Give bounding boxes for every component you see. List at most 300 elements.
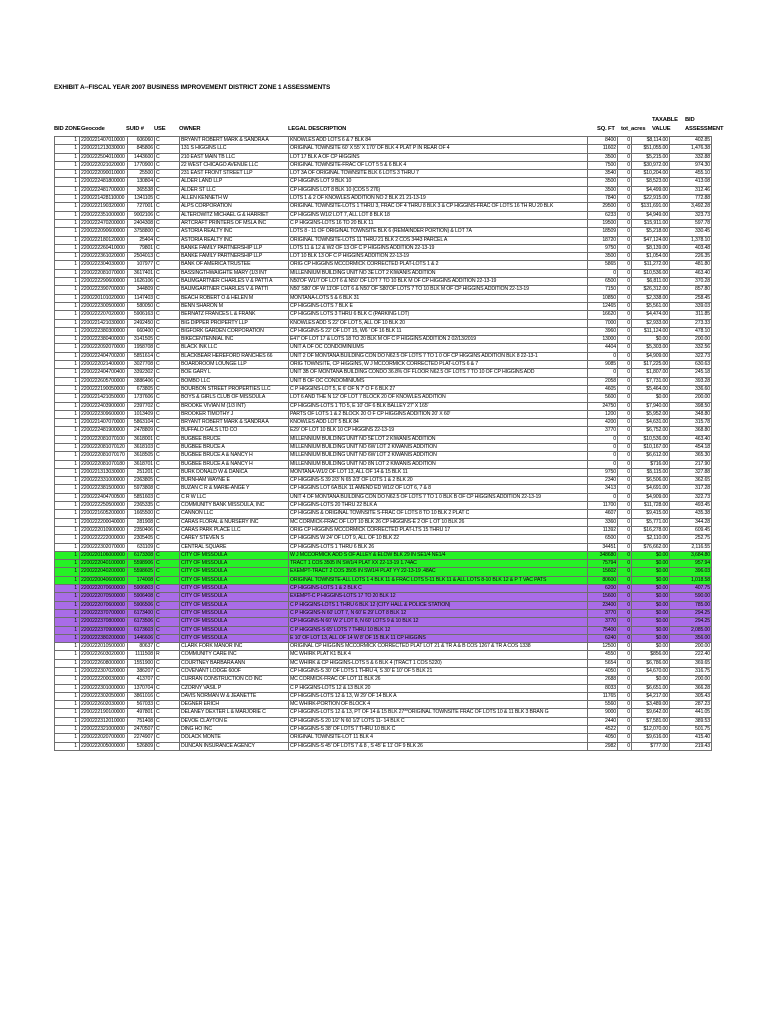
table-row	[55, 344, 712, 352]
cell-tot-acres: 0	[618, 609, 632, 617]
cell-taxable-value: $11,728.00	[632, 502, 670, 510]
cell-suid: 1665500	[128, 510, 155, 518]
cell-taxable-value: $22,915.00	[632, 195, 670, 203]
cell-legal-description: CP HIGGINS-LOTS 12 & 13, PT OF 14 & 15 BLK 27**ORIGINAL TOWNSITE FRAC OF LOTS 10 & 11 BLK 3 BRAN G	[289, 709, 588, 717]
cell-bid-assessment: 344.28	[670, 518, 712, 526]
table-row	[55, 319, 712, 327]
cell-legal-description: EXEMPT-TRACT 2 COS 3505 IN SW1/4 PLAT YY 22-13-19 .48AC	[289, 568, 588, 576]
cell-taxable-value: $0.00	[632, 634, 670, 642]
cell-use: C	[155, 161, 180, 169]
cell-taxable-value: $4,691.00	[632, 485, 670, 493]
cell-bid-zone: 1	[55, 261, 80, 269]
cell-bid-zone: 1	[55, 352, 80, 360]
cell-geocode: 2200220106000000	[80, 551, 128, 559]
cell-use: C	[155, 443, 180, 451]
cell-taxable-value: $4,909.00	[632, 493, 670, 501]
cell-sq-ft: 3770	[588, 609, 618, 617]
cell-taxable-value: $0.00	[632, 676, 670, 684]
cell-suid: 251201	[128, 468, 155, 476]
cell-taxable-value: $1,054.00	[632, 253, 670, 261]
cell-sq-ft: 3770	[588, 618, 618, 626]
cell-taxable-value: $4,631.00	[632, 419, 670, 427]
cell-suid: 673805	[128, 385, 155, 393]
cell-legal-description: UNIT A OF OC CONDOMINIUMS	[289, 344, 588, 352]
cell-tot-acres: 0	[618, 643, 632, 651]
table-row	[55, 419, 712, 427]
cell-bid-zone: 1	[55, 668, 80, 676]
cell-bid-assessment: 396.03	[670, 568, 712, 576]
cell-tot-acres: 0	[618, 352, 632, 360]
cell-sq-ft: 0	[588, 443, 618, 451]
cell-sq-ft: 0	[588, 452, 618, 460]
cell-geocode: 2200221313030000	[80, 468, 128, 476]
cell-bid-zone: 1	[55, 477, 80, 485]
cell-owner: BUGBEE BRUCE A	[180, 443, 289, 451]
cell-tot-acres: 0	[618, 692, 632, 700]
cell-bid-zone: 1	[55, 427, 80, 435]
cell-bid-assessment: 330.45	[670, 228, 712, 236]
cell-geocode: 2200222603020000	[80, 651, 128, 659]
cell-sq-ft: 11392	[588, 526, 618, 534]
cell-taxable-value: $12,070.00	[632, 726, 670, 734]
cell-bid-zone: 1	[55, 742, 80, 750]
cell-legal-description: CP HIGGINS LOT 6A BLK 11 AMEND ED W1/2 OF LOT 6, 7 & 8	[289, 485, 588, 493]
cell-owner: ARTCRAFT PRINTERS OF MSLA INC	[180, 219, 289, 227]
cell-geocode: 2200222290600000	[80, 278, 128, 286]
cell-legal-description: ORIGINAL TOWNSITE 60' X 55' X 170' OF BLK 4 PLAT P IN REAR OF 4	[289, 145, 588, 153]
cell-sq-ft: 9085	[588, 361, 618, 369]
cell-legal-description: MC WHIRK-PORTION OF BLOCK 4	[289, 701, 588, 709]
cell-tot-acres: 0	[618, 477, 632, 485]
cell-taxable-value: $0.00	[632, 643, 670, 651]
cell-sq-ft: 4607	[588, 510, 618, 518]
cell-taxable-value: $5,952.00	[632, 410, 670, 418]
cell-legal-description: PARTS OF LOTS 1 & 2 BLOCK 20 O F CP HIGGINS ADDITION 20' X 60'	[289, 410, 588, 418]
cell-bid-assessment: 435.38	[670, 510, 712, 518]
cell-geocode: 2200221407070000	[80, 419, 128, 427]
cell-owner: CITY OF MISSOULA	[180, 609, 289, 617]
cell-tot-acres: 0	[618, 394, 632, 402]
cell-use: C	[155, 294, 180, 302]
cell-use: C	[155, 261, 180, 269]
cell-taxable-value: $5,464.00	[632, 385, 670, 393]
table-row	[55, 410, 712, 418]
cell-tot-acres: 0	[618, 560, 632, 568]
cell-bid-assessment: 413.08	[670, 178, 712, 186]
cell-use: C	[155, 726, 180, 734]
cell-tot-acres: 0	[618, 278, 632, 286]
cell-sq-ft: 2688	[588, 676, 618, 684]
table-row	[55, 709, 712, 717]
document-title: EXHIBIT A--FISCAL YEAR 2007 BUSINESS IMPROVEMENT DISTRICT ZONE 1 ASSESSMENTS	[54, 84, 331, 91]
cell-bid-zone: 1	[55, 576, 80, 584]
cell-sq-ft: 15602	[588, 568, 618, 576]
cell-sq-ft: 3770	[588, 427, 618, 435]
cell-suid: 497801	[128, 709, 155, 717]
cell-tot-acres: 0	[618, 427, 632, 435]
cell-sq-ft: 2340	[588, 477, 618, 485]
cell-use: C	[155, 236, 180, 244]
cell-bid-zone: 1	[55, 219, 80, 227]
cell-bid-zone: 1	[55, 717, 80, 725]
cell-geocode: 2200222081070170	[80, 452, 128, 460]
cell-tot-acres: 0	[618, 618, 632, 626]
cell-tot-acres: 0	[618, 585, 632, 593]
cell-owner: BANK OF AMERICA TRUSTEE	[180, 261, 289, 269]
cell-sq-ft: 0	[588, 435, 618, 443]
cell-suid: 3861016	[128, 692, 155, 700]
cell-taxable-value: $9,616.00	[632, 734, 670, 742]
cell-sq-ft: 12500	[588, 643, 618, 651]
table-row	[55, 352, 712, 360]
cell-sq-ft: 18509	[588, 228, 618, 236]
cell-legal-description: CP HIGGINS LOTS 3 THRU 6 BLK C (PARKING LOT)	[289, 311, 588, 319]
cell-taxable-value: $7,940.00	[632, 402, 670, 410]
cell-legal-description: MILLENNIUM BUILDING UNIT NO 5E LOT 2 KIWANIS ADDITION	[289, 435, 588, 443]
cell-bid-zone: 1	[55, 684, 80, 692]
cell-suid: 79801	[128, 244, 155, 252]
cell-bid-zone: 1	[55, 137, 80, 145]
cell-tot-acres: 0	[618, 626, 632, 634]
cell-legal-description: N50' S80' OF W 11'OF LOT 6 & N50' OF S80'OF LOTS 7 TO 10 BLK M OF CP HIGGINS ADDITION 22-13-19	[289, 286, 588, 294]
table-row	[55, 161, 712, 169]
cell-suid: 727001	[128, 203, 155, 211]
cell-tot-acres: 0	[618, 410, 632, 418]
cell-owner: DUNCAN INSURANCE AGENCY	[180, 742, 289, 750]
cell-sq-ft: 4522	[588, 726, 618, 734]
table-row	[55, 742, 712, 750]
cell-suid: 3886406	[128, 377, 155, 385]
cell-owner: CANNON LLC	[180, 510, 289, 518]
cell-geocode: 2200222200040000	[80, 518, 128, 526]
cell-bid-assessment: 316.75	[670, 668, 712, 676]
cell-owner: CITY OF MISSOULA	[180, 576, 289, 584]
cell-sq-ft: 23400	[588, 601, 618, 609]
cell-legal-description: CP HIGGINS-S 30' OF LOTS 1 THRU 4, S 30' E 10' OF 5 BLK 21	[289, 668, 588, 676]
cell-bid-assessment: 957.94	[670, 560, 712, 568]
cell-use: C	[155, 211, 180, 219]
cell-taxable-value: $6,811.00	[632, 278, 670, 286]
cell-legal-description: UNIT B OF OC CONDOMINIUMS	[289, 377, 588, 385]
cell-use: C	[155, 526, 180, 534]
cell-geocode: 2200222361020000	[80, 253, 128, 261]
cell-suid: 5851603	[128, 493, 155, 501]
cell-geocode: 2200222005000000	[80, 742, 128, 750]
cell-bid-assessment: 200.00	[670, 394, 712, 402]
cell-legal-description: LOT 6 AND THE N 12' OF LOT 7 BLOCK 20 OF KNOWLES ADDITION	[289, 394, 588, 402]
cell-geocode: 2200222300500000	[80, 302, 128, 310]
cell-taxable-value: $0.00	[632, 626, 670, 634]
cell-use: C	[155, 518, 180, 526]
cell-use: C	[155, 659, 180, 667]
cell-bid-zone: 1	[55, 510, 80, 518]
cell-bid-zone: 1	[55, 419, 80, 427]
header-taxable-value: TAXABLE VALUE	[652, 117, 678, 132]
cell-tot-acres: 0	[618, 269, 632, 277]
cell-bid-assessment: 362.65	[670, 477, 712, 485]
cell-tot-acres: 0	[618, 402, 632, 410]
table-row	[55, 311, 712, 319]
cell-tot-acres: 0	[618, 651, 632, 659]
cell-sq-ft: 9750	[588, 244, 618, 252]
cell-owner: COMMUNITY BANK MISSOULA, INC	[180, 502, 289, 510]
table-row	[55, 211, 712, 219]
cell-owner: BANKE FAMILY PARTNERSHIP LLP	[180, 244, 289, 252]
cell-legal-description: CP HIGGINS-S 38' OF LOTS 7 THRU 10 BLK C	[289, 726, 588, 734]
cell-legal-description: E29' OF LOT 10 BLK 10 CP HIGGINS 22-13-19	[289, 427, 588, 435]
cell-taxable-value: $0.00	[632, 593, 670, 601]
cell-legal-description: CP HIGGINS-LOTS 7 BLK E	[289, 302, 588, 310]
cell-sq-ft: 9750	[588, 468, 618, 476]
cell-bid-assessment: 590.00	[670, 593, 712, 601]
cell-bid-assessment: 322.73	[670, 352, 712, 360]
cell-geocode: 2200222404700500	[80, 493, 128, 501]
cell-use: C	[155, 593, 180, 601]
cell-bid-zone: 1	[55, 145, 80, 153]
cell-sq-ft: 11700	[588, 502, 618, 510]
cell-geocode: 2200222040200000	[80, 568, 128, 576]
cell-bid-assessment: 441.05	[670, 709, 712, 717]
cell-bid-assessment: 455.10	[670, 170, 712, 178]
cell-owner: ASTORIA REALTY INC	[180, 228, 289, 236]
header-owner: OWNER	[179, 126, 201, 132]
cell-use: C	[155, 369, 180, 377]
cell-taxable-value: $15,911.00	[632, 219, 670, 227]
cell-owner: BENN SHARON M	[180, 302, 289, 310]
table-row	[55, 253, 712, 261]
cell-use: C	[155, 560, 180, 568]
cell-geocode: 2200222504010000	[80, 153, 128, 161]
cell-suid: 5906163	[128, 311, 155, 319]
cell-legal-description: CP HIGGINS-LOTS 20 THRU 22 BLK A	[289, 502, 588, 510]
cell-sq-ft: 348680	[588, 551, 618, 559]
table-row	[55, 510, 712, 518]
cell-bid-zone: 1	[55, 161, 80, 169]
cell-tot-acres: 0	[618, 742, 632, 750]
cell-taxable-value: $10,204.00	[632, 170, 670, 178]
cell-legal-description: CP HIGGINS-S 20 1/2' N 60 1/2' LOTS 11- 14 BLK C	[289, 717, 588, 725]
cell-sq-ft: 3500	[588, 153, 618, 161]
cell-use: C	[155, 601, 180, 609]
cell-taxable-value: $2,110.00	[632, 535, 670, 543]
cell-bid-assessment: 245.18	[670, 369, 712, 377]
cell-owner: BRYANT ROBERT MARK & SANDRA A	[180, 419, 289, 427]
cell-owner: 210 EAST MAIN TB LLC	[180, 153, 289, 161]
cell-tot-acres: 0	[618, 336, 632, 344]
cell-sq-ft: 3960	[588, 327, 618, 335]
cell-use: C	[155, 468, 180, 476]
cell-taxable-value: $17,225.00	[632, 361, 670, 369]
cell-use: C	[155, 228, 180, 236]
cell-suid: 365538	[128, 186, 155, 194]
table-row	[55, 302, 712, 310]
cell-owner: DAVIS NORMAN W & JEANETTE	[180, 692, 289, 700]
cell-suid: 660400	[128, 327, 155, 335]
cell-bid-zone: 1	[55, 211, 80, 219]
cell-tot-acres: 0	[618, 726, 632, 734]
cell-use: C	[155, 477, 180, 485]
cell-legal-description: CP HIGGINS-LOTS 1 & 2 BLK C	[289, 585, 588, 593]
cell-suid: 3758800	[128, 228, 155, 236]
cell-legal-description: CP HIGGINS-LOTS 12 & 13, W 29' OF 14 BLK A	[289, 692, 588, 700]
cell-suid: 567033	[128, 701, 155, 709]
cell-geocode: 2200221421050000	[80, 394, 128, 402]
cell-bid-zone: 1	[55, 659, 80, 667]
cell-sq-ft: 2982	[588, 742, 618, 750]
cell-geocode: 2200222370900000	[80, 626, 128, 634]
cell-bid-assessment: 1,378.10	[670, 236, 712, 244]
cell-suid: 386207	[128, 668, 155, 676]
table-row	[55, 145, 712, 153]
cell-legal-description: C P HIGGINS-LOTS 16 TO 20 BLK 11	[289, 219, 588, 227]
cell-geocode: 2200222380300000	[80, 327, 128, 335]
cell-sq-ft: 3360	[588, 518, 618, 526]
cell-bid-zone: 1	[55, 452, 80, 460]
table-row	[55, 369, 712, 377]
cell-owner: 131 S HIGGINS LLC	[180, 145, 289, 153]
cell-use: C	[155, 170, 180, 178]
table-row	[55, 585, 712, 593]
header-sq-ft: SQ. FT	[597, 126, 615, 132]
cell-use: C	[155, 576, 180, 584]
cell-sq-ft: 13000	[588, 336, 618, 344]
cell-geocode: 2200222190100000	[80, 709, 128, 717]
cell-legal-description: UNIT 2 OF MONTANA BUILDING CON DO N62.5 OF LOTS 7 TO 1 0 OF CP HIGGINS ADDITION BLK 8 22-13-1	[289, 352, 588, 360]
cell-tot-acres: 0	[618, 543, 632, 551]
cell-bid-zone: 1	[55, 535, 80, 543]
cell-bid-zone: 1	[55, 377, 80, 385]
cell-taxable-value: $47,124.00	[632, 236, 670, 244]
cell-bid-zone: 1	[55, 435, 80, 443]
cell-taxable-value: $4,217.00	[632, 692, 670, 700]
cell-bid-assessment: 287.23	[670, 701, 712, 709]
cell-use: C	[155, 410, 180, 418]
cell-legal-description: EXEMPT-C P HIGGINS-LOTS 17 TO 20 BLK 12	[289, 593, 588, 601]
cell-suid: 9002106	[128, 211, 155, 219]
cell-taxable-value: $4,909.00	[632, 352, 670, 360]
cell-tot-acres: 0	[618, 593, 632, 601]
cell-sq-ft: 19500	[588, 219, 618, 227]
cell-taxable-value: $7,581.00	[632, 717, 670, 725]
cell-bid-zone: 1	[55, 493, 80, 501]
table-row	[55, 659, 712, 667]
cell-use: C	[155, 195, 180, 203]
cell-geocode: 2200222070500000	[80, 593, 128, 601]
header-tot-acres: tot_acres	[621, 126, 646, 132]
cell-taxable-value: $76,662.00	[632, 543, 670, 551]
cell-bid-zone: 1	[55, 560, 80, 568]
cell-owner: COMMUNITY CARE INC	[180, 651, 289, 659]
cell-tot-acres: 0	[618, 518, 632, 526]
cell-tot-acres: 0	[618, 717, 632, 725]
cell-taxable-value: $856.00	[632, 651, 670, 659]
cell-bid-zone: 1	[55, 244, 80, 252]
cell-suid: 5973808	[128, 485, 155, 493]
cell-sq-ft: 34451	[588, 543, 618, 551]
cell-bid-assessment: 348.80	[670, 410, 712, 418]
cell-legal-description: E 10' OF LOT 13, ALL OF 14 W 8' OF 15 BLK 11 CP HIGGINS	[289, 634, 588, 642]
cell-bid-zone: 1	[55, 153, 80, 161]
cell-suid: 1737606	[128, 394, 155, 402]
table-row	[55, 676, 712, 684]
cell-tot-acres: 0	[618, 510, 632, 518]
table-row	[55, 178, 712, 186]
cell-tot-acres: 0	[618, 684, 632, 692]
cell-sq-ft: 75794	[588, 560, 618, 568]
table-row	[55, 236, 712, 244]
cell-owner: BEACH ROBERT O & HELEN M	[180, 294, 289, 302]
cell-suid: 1958708	[128, 344, 155, 352]
cell-sq-ft: 16620	[588, 311, 618, 319]
cell-use: C	[155, 419, 180, 427]
cell-geocode: 2200222403900000	[80, 402, 128, 410]
cell-geocode: 2200222090600000	[80, 228, 128, 236]
cell-use: C	[155, 709, 180, 717]
cell-sq-ft: 4605	[588, 385, 618, 393]
cell-tot-acres: 0	[618, 311, 632, 319]
cell-owner: BASSINGTHWAIGHTE MARY (1/3 INT	[180, 269, 289, 277]
cell-bid-assessment: 463.40	[670, 435, 712, 443]
cell-taxable-value: $6,651.00	[632, 684, 670, 692]
cell-geocode: 2200222040100000	[80, 560, 128, 568]
cell-geocode: 2200222481800000	[80, 178, 128, 186]
cell-owner: BLACKBEAR HEREFORD RANCHES 66	[180, 352, 289, 360]
cell-owner: BUGBEE BRUCE A & NANCY H	[180, 452, 289, 460]
cell-bid-assessment: 365.30	[670, 452, 712, 460]
cell-geocode: 2200222010500000	[80, 643, 128, 651]
cell-sq-ft: 7000	[588, 319, 618, 327]
table-row	[55, 385, 712, 393]
cell-suid: 1013409	[128, 410, 155, 418]
cell-tot-acres: 0	[618, 211, 632, 219]
cell-sq-ft: 3500	[588, 186, 618, 194]
cell-sq-ft: 3540	[588, 170, 618, 178]
cell-suid: 2305405	[128, 535, 155, 543]
cell-owner: BURK DONALD W & DANICA	[180, 468, 289, 476]
table-row	[55, 261, 712, 269]
cell-owner: DEGNER ERICH	[180, 701, 289, 709]
cell-bid-assessment: 322.73	[670, 493, 712, 501]
cell-legal-description: MILLENNIUM BUILDING UNIT NO 8N LOT 2 KIWANIS ADDITION	[289, 460, 588, 468]
cell-sq-ft: 6233	[588, 211, 618, 219]
cell-bid-assessment: 493.45	[670, 502, 712, 510]
cell-use: C	[155, 286, 180, 294]
cell-owner: 231 EAST FRONT STREET LLP	[180, 170, 289, 178]
cell-bid-zone: 1	[55, 634, 80, 642]
cell-bid-assessment: 368.80	[670, 427, 712, 435]
cell-geocode: 2200222302070000	[80, 543, 128, 551]
cell-legal-description: MC CORMICK-FRAC OF LOT 11 BLK 26	[289, 676, 588, 684]
table-row	[55, 634, 712, 642]
cell-legal-description: KNOWLES ADD LOTS 6 & 7 BLK 84	[289, 137, 588, 145]
cell-taxable-value: $9,642.00	[632, 709, 670, 717]
cell-bid-zone: 1	[55, 609, 80, 617]
cell-use: C	[155, 485, 180, 493]
cell-suid: 130804	[128, 178, 155, 186]
cell-geocode: 2200222608000000	[80, 659, 128, 667]
cell-geocode: 2200222070600000	[80, 585, 128, 593]
cell-tot-acres: 0	[618, 385, 632, 393]
cell-geocode: 2200222380200000	[80, 634, 128, 642]
cell-legal-description: N50'OF W1/7 OF LOT 6 & N50' OF LOT 7 TO 10 BLK M OF CP HIGGINS ADDITION 22-13-19	[289, 278, 588, 286]
cell-bid-assessment: 597.78	[670, 219, 712, 227]
cell-suid: 6173308	[128, 551, 155, 559]
cell-taxable-value: $0.00	[632, 560, 670, 568]
cell-owner: BURNHAM WAYNE E	[180, 477, 289, 485]
cell-sq-ft: 6200	[588, 585, 618, 593]
cell-use: C	[155, 551, 180, 559]
cell-tot-acres: 0	[618, 676, 632, 684]
